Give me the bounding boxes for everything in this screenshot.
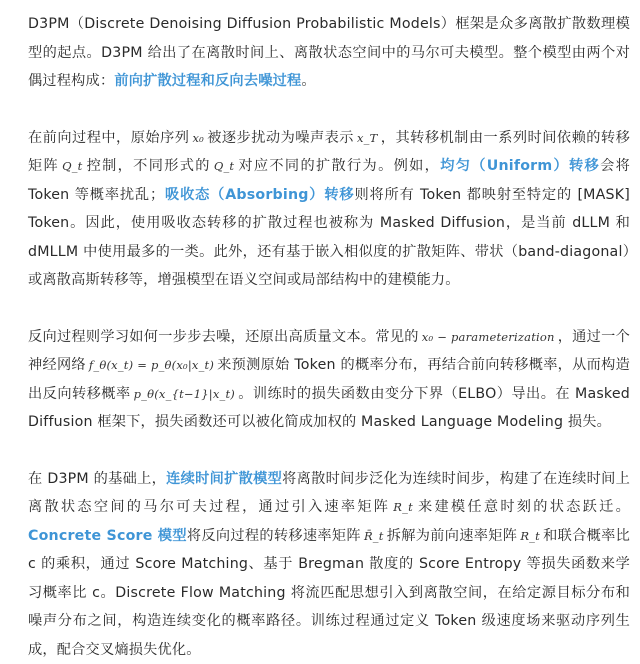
text-run: 在前向过程中，原始序列 xyxy=(28,130,189,146)
text-run: 将离散时间步泛化为连续时间步，构建了在连续时间上离散状态空间的马尔可夫过程，通过引入速率矩阵 xyxy=(28,471,630,516)
highlighted-term: 连续时间扩散模型 xyxy=(166,471,282,487)
text-run: 被逐步扰动为噪声表示 xyxy=(207,130,354,146)
math-expression: R_t xyxy=(390,500,416,514)
text-run: 将反向过程的转移速率矩阵 xyxy=(187,528,361,544)
text-run: 来预测原始 Token 的概率分布，再结合前向转移概率，从而构造出反向转移概率 xyxy=(28,357,630,402)
text-run: ，其转移机制由一系列时间依赖的转移矩阵 xyxy=(28,130,630,175)
math-expression: R̄_t xyxy=(361,529,387,543)
highlighted-term: 前向扩散过程和反向去噪过程 xyxy=(114,73,301,89)
paragraph-continuous-time xyxy=(28,465,630,664)
text-run: 则将所有 Token 都映射至特定的 [MASK] Token。因此，使用吸收态转移的扩散过程也被称为 Masked Diffusion，是当前 dLLM 和 dMLLM 中使用最多的一类。此外，还有基于嵌入相似度的扩散矩阵、带状（band-diagonal）或离散高斯转移等，增强模型在语义空间或局部结构中的建模能力。 xyxy=(28,187,630,289)
text-run: 来建模任意时刻的状态跃迁。 xyxy=(416,499,630,515)
text-run: 在 D3PM 的基础上， xyxy=(28,471,166,487)
text-run: 。训练时的损失函数由变分下界（ELBO）导出。在 Masked Diffusion 框架下，损失函数还可以被化简成加权的 Masked Language Modeling 损失。 xyxy=(28,386,630,431)
text-run: 控制，不同形式的 xyxy=(85,158,210,174)
math-expression: p_θ(x_{t−1}|x_t) xyxy=(131,387,238,401)
math-expression: Q_t xyxy=(59,159,85,173)
paragraph-forward-process xyxy=(28,124,630,295)
math-expression: x₀ xyxy=(189,131,207,145)
text-run: D3PM（Discrete Denoising Diffusion Probabilistic Models）框架是众多离散扩散数理模型的起点。D3PM 给出了在离散时间上、离散状态空间中的马尔可夫模型。整个模型由两个对偶过程构成： xyxy=(28,16,630,89)
highlighted-term: Concrete Score 模型 xyxy=(28,528,187,544)
text-run: 会将 Token 等概率扰乱； xyxy=(28,158,630,203)
text-run: 。 xyxy=(301,73,315,89)
math-expression: x_T xyxy=(354,131,381,145)
text-run: 对应不同的扩散行为。例如， xyxy=(237,158,440,174)
text-run: 反向过程则学习如何一步步去噪，还原出高质量文本。常见的 xyxy=(28,329,419,345)
text-run: 拆解为前向速率矩阵 xyxy=(387,528,518,544)
highlighted-term: 均匀（Uniform）转移 xyxy=(440,158,600,174)
math-expression: R_t xyxy=(517,529,543,543)
paragraph-reverse-process xyxy=(28,323,630,437)
highlighted-term: 吸收态（Absorbing）转移 xyxy=(164,187,354,203)
text-run: 和联合概率比 c 的乘积，通过 Score Matching、基于 Bregman 散度的 Score Entropy 等损失函数来学习概率比 c。Discrete Flow Matching 将流匹配思想引入到离散空间，在给定源目标分布和噪声分布之间，构造连续变化的概率路径。训练过程通过定义 Token 级速度场来驱动序列生成，配合交叉熵损失优化。 xyxy=(28,528,630,658)
paragraph-d3pm-intro xyxy=(28,10,630,96)
math-expression: Q_t xyxy=(211,159,237,173)
math-expression: x₀ − parameterization xyxy=(419,330,558,344)
math-expression: f_θ(x_t) = p_θ(x₀|x_t) xyxy=(86,358,217,372)
text-run: ，通过一个神经网络 xyxy=(28,329,630,374)
